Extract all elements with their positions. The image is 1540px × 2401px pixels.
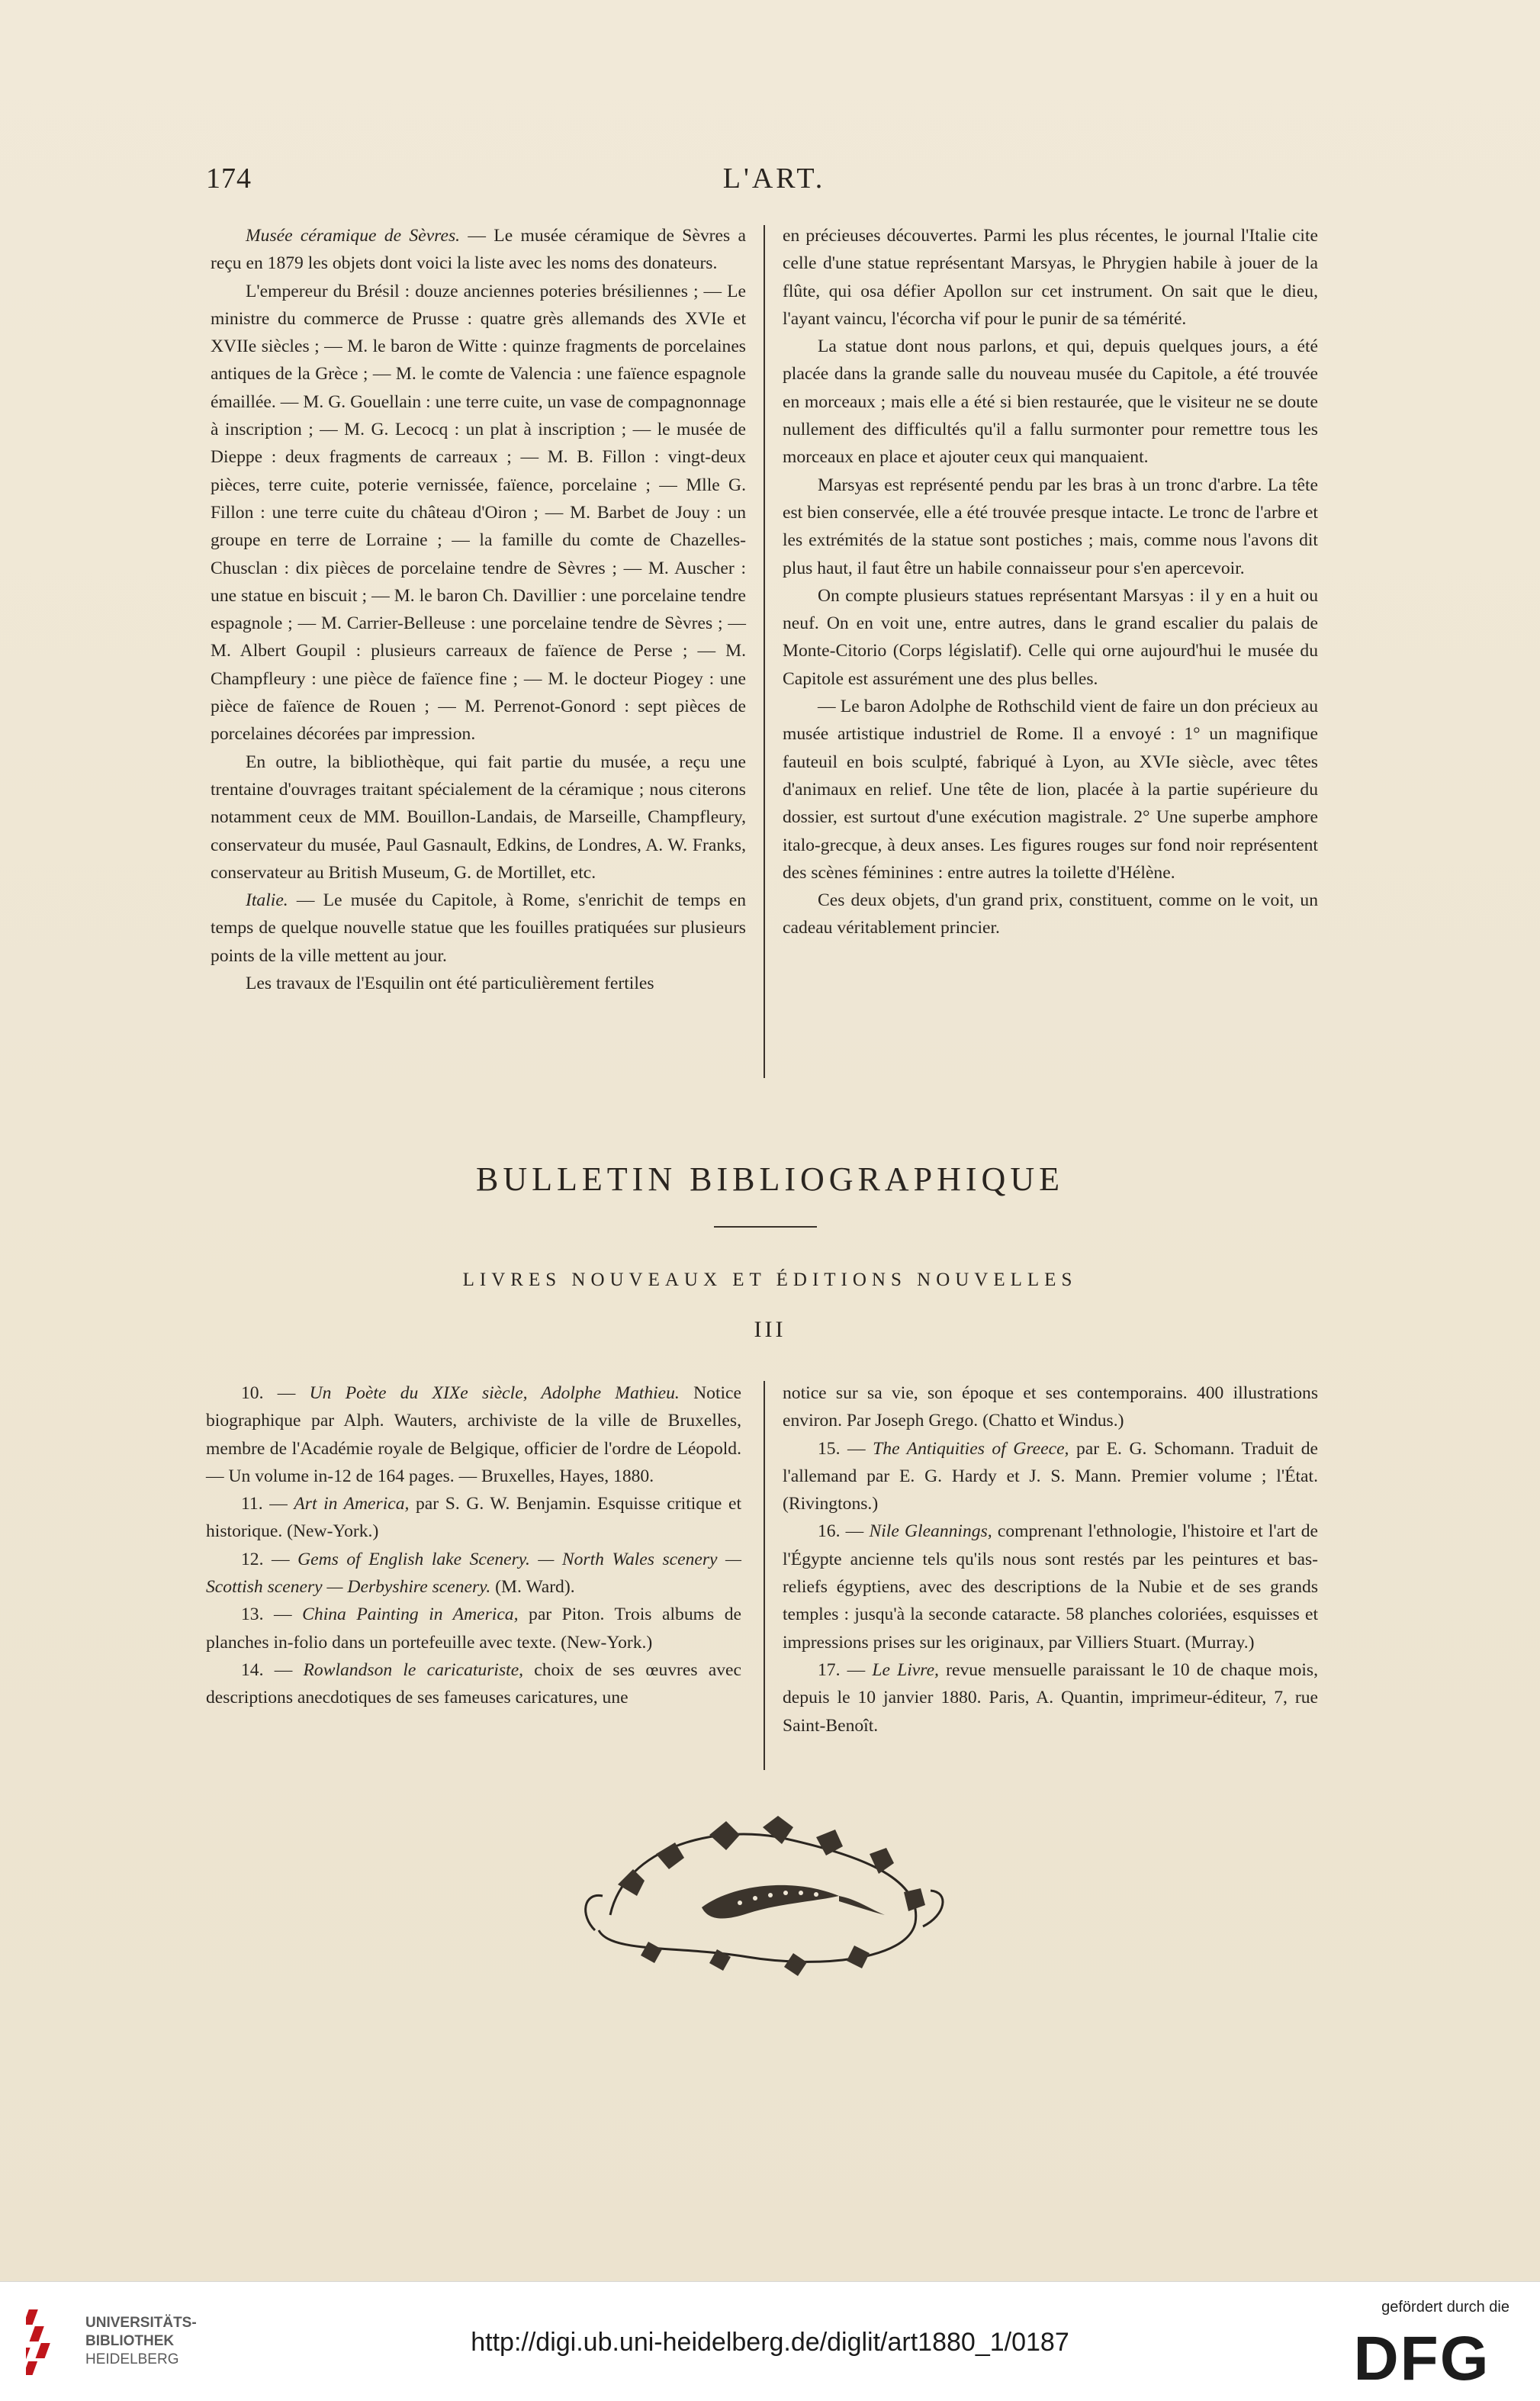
paragraph-text: choix de ses œuvres avec descriptions anecdotiques de ses fameuses caricatures, une bbox=[206, 1659, 741, 1708]
entry-title: Un Poète du XIXe siècle, Adolphe Mathieu. bbox=[309, 1383, 680, 1403]
right-column-bottom bbox=[783, 1379, 1318, 1740]
paragraph-text: Notice biographique par Alph. Wauters, archiviste de la ville de Bruxelles, membre de l'Académie royale de Belgique, officier de l'ordre de Léopold. — Un volume in-12 de 164 pages. — Bruxelles, Hayes, 1880. bbox=[206, 1383, 741, 1486]
paragraph bbox=[783, 887, 1318, 942]
library-name-line: HEIDELBERG bbox=[85, 2351, 179, 2367]
paragraph bbox=[206, 1601, 741, 1656]
paragraph bbox=[783, 1518, 1318, 1656]
paragraph bbox=[783, 222, 1318, 333]
paragraph bbox=[783, 333, 1318, 471]
paragraph bbox=[211, 748, 746, 887]
paragraph bbox=[211, 887, 746, 970]
left-column-bottom bbox=[206, 1379, 741, 1712]
entry-title: The Antiquities of Greece, bbox=[873, 1438, 1069, 1459]
paragraph-text: On compte plusieurs statues représentant Marsyas : il y en a huit ou neuf. On en voit une, entre autres, dans le grand escalier du palais de Monte-Citorio (Corps législatif). Celle qui orne aujourd'hui le musée du Capitole est assurément une des plus belles. bbox=[783, 585, 1318, 689]
paragraph bbox=[206, 1490, 741, 1546]
paragraph-text: (M. Ward). bbox=[490, 1577, 575, 1598]
paragraph-text: par E. G. Schomann. Traduit de l'allemand par E. G. Hardy et J. S. Mann. Premier volume ; l'État. (Rivingtons.) bbox=[783, 1438, 1318, 1514]
ivy-wreath-lizard-ornament-icon bbox=[564, 1801, 961, 1976]
section-title: BULLETIN BIBLIOGRAPHIQUE bbox=[476, 1160, 1064, 1198]
funded-by-label: gefördert durch die bbox=[1381, 2299, 1509, 2316]
paragraph bbox=[206, 1546, 741, 1601]
paragraph-text: notice sur sa vie, son époque et ses contemporains. 400 illustrations environ. Par Joseph Grego. (Chatto et Windus.) bbox=[783, 1383, 1318, 1431]
entry-title: Rowlandson le caricaturiste, bbox=[303, 1659, 524, 1680]
entry-title: Le Livre, bbox=[872, 1659, 939, 1680]
permalink-url[interactable]: http://digi.ub.uni-heidelberg.de/diglit/art1880_1/0187 bbox=[471, 2328, 1069, 2357]
paragraph bbox=[783, 1656, 1318, 1740]
paragraph bbox=[206, 1656, 741, 1712]
section-subtitle: LIVRES NOUVEAUX ET ÉDITIONS NOUVELLES bbox=[462, 1270, 1078, 1290]
entry-title: Nile Gleannings, bbox=[869, 1521, 992, 1542]
entry-title: Musée céramique de Sèvres. bbox=[246, 226, 461, 246]
footer-bar bbox=[0, 2281, 1540, 2401]
paragraph-text: revue mensuelle paraissant le 10 de chaque mois, depuis le 10 janvier 1880. Paris, A. Quantin, imprimeur-éditeur, 7, rue Saint-Benoît. bbox=[783, 1659, 1319, 1736]
paragraph bbox=[211, 970, 746, 997]
paragraph-text: L'empereur du Brésil : douze anciennes poteries brésiliennes ; — Le ministre du commerce de Prusse : quatre grès allemands des XVIe et XVIIe siècles ; — M. le baron de Witte : quinze fragments de porcelaines antiques de la Grèce ; — M. le comte de Valencia : une faïence espagnole émaillée. — M. G. Gouellain : une terre cuite, un vase de compagnonnage à inscription ; — M. G. Lecocq : un plat à inscription ; — le musée de Dieppe : deux fragments de carreaux ; — M. B. Fillon : vingt-deux pièces, terre cuite, poterie vernissée, faïence, porcelaine ; — Mlle G. Fillon : une terre cuite du château d'Oiron ; — M. Barbet de Jouy : un groupe en terre de Lorraine ; — la famille du comte de Chazelles-Chusclan : dix pièces de porcelaine tendre de Sèvres ; — M. Auscher : une statue en biscuit ; — M. le baron Ch. Davillier : une porcelaine tendre espagnole ; — M. Carrier-Belleuse : une porcelaine tendre de Sèvres ; — M. Albert Goupil : plusieurs carreaux de faïence de Perse ; — M. Champfleury : une pièce de faïence fine ; — M. le docteur Piogey : une pièce de faïence de Rouen ; — M. Perrenot-Gonord : sept pièces de porcelaines décorées par impression. bbox=[211, 281, 746, 745]
paragraph-text: — Le baron Adolphe de Rothschild vient de faire un don précieux au musée artistique industriel de Rome. Il a envoyé : 1° un magnifique fauteuil en bois sculpté, fabriqué à Lyon, au XVIe siècle, avec têtes d'animaux en relief. Une tête de lion, placée à la partie supérieure du dossier, est surtout d'une exécution magistrale. 2° Une superbe amphore italo-grecque, à deux anses. Les figures rouges sur fond noir représentent des scènes féminines : entre autres la toilette d'Hélène. bbox=[783, 697, 1318, 883]
part-number: III bbox=[754, 1317, 786, 1342]
entry-title: Italie. bbox=[246, 890, 288, 911]
entry-number: 16. — bbox=[818, 1521, 870, 1542]
paragraph bbox=[783, 1435, 1318, 1518]
right-column-top bbox=[783, 222, 1318, 942]
paragraph bbox=[783, 582, 1318, 693]
entry-number: 11. — bbox=[241, 1494, 294, 1514]
library-name-line: UNIVERSITÄTS- bbox=[85, 2315, 197, 2331]
column-divider-top bbox=[764, 225, 765, 1078]
paragraph bbox=[211, 278, 746, 748]
paragraph bbox=[783, 1379, 1318, 1435]
paragraph-text: par S. G. W. Benjamin. Esquisse critique et historique. (New-York.) bbox=[206, 1494, 741, 1542]
paragraph bbox=[211, 222, 746, 278]
journal-title: L'ART. bbox=[722, 163, 826, 195]
paragraph-text: Marsyas est représenté pendu par les bras à un tronc d'arbre. La tête est bien conservée, elle a été trouvée presque intacte. Le tronc de l'arbre et les extrémités de la statue sont postiches ; mais, comme nous l'avons dit plus haut, il faut être un habile connaisseur pour s'en apercevoir. bbox=[783, 475, 1318, 578]
paragraph-text: en précieuses découvertes. Parmi les plus récentes, le journal l'Italie cite celle d'une statue représentant Marsyas, le Phrygien habile à jouer de la flûte, qui osa défier Apollon sur cet instrument. On sait que le dieu, l'ayant vaincu, l'écorcha vif pour le punir de sa témérité. bbox=[783, 226, 1318, 329]
dfg-logo-text: DFG bbox=[1353, 2326, 1490, 2386]
column-divider-bottom bbox=[764, 1381, 765, 1770]
entry-number: 13. — bbox=[241, 1604, 303, 1625]
entry-title: Art in America, bbox=[294, 1494, 410, 1514]
paragraph-text: — Le musée du Capitole, à Rome, s'enrichit de temps en temps de quelque nouvelle statue que les fouilles pratiquées sur plusieurs points de la ville mettent au jour. bbox=[211, 890, 746, 966]
entry-number: 10. — bbox=[241, 1383, 310, 1403]
entry-number: 15. — bbox=[818, 1438, 873, 1459]
paragraph-text: En outre, la bibliothèque, qui fait partie du musée, a reçu une trentaine d'ouvrages traitant spécialement de la céramique ; nous citerons notamment ceux de MM. Bouillon-Landais, de Marseille, Champfleury, conservateur du musée, Paul Gasnault, Edkins, de Londres, A. W. Franks, conservateur au British Museum, G. de Mortillet, etc. bbox=[211, 752, 746, 883]
library-name-line: BIBLIOTHEK bbox=[85, 2333, 175, 2349]
paragraph-text: Les travaux de l'Esquilin ont été particulièrement fertiles bbox=[246, 974, 654, 994]
title-rule bbox=[714, 1226, 817, 1228]
paragraph bbox=[206, 1379, 741, 1490]
paragraph-text: — Le musée céramique de Sèvres a reçu en 1879 les objets dont voici la liste avec les noms des donateurs. bbox=[211, 226, 746, 274]
paragraph-text: Ces deux objets, d'un grand prix, constituent, comme on le voit, un cadeau véritablement princier. bbox=[783, 890, 1318, 938]
entry-number: 12. — bbox=[241, 1549, 298, 1569]
entry-title: Gems of English lake Scenery. — North Wales scenery — Scottish scenery — Derbyshire scenery. bbox=[206, 1549, 741, 1598]
running-head bbox=[206, 162, 1342, 208]
paragraph bbox=[783, 472, 1318, 582]
entry-number: 14. — bbox=[241, 1659, 304, 1680]
page-number: 174 bbox=[206, 163, 252, 195]
paragraph bbox=[783, 693, 1318, 887]
paragraph-text: par Piton. Trois albums de planches in-folio dans un portefeuille avec texte. (New-York.) bbox=[206, 1604, 741, 1653]
entry-title: China Painting in America, bbox=[302, 1604, 519, 1625]
left-column-top bbox=[211, 222, 746, 997]
dfg-logo-icon bbox=[1334, 2326, 1509, 2386]
entry-number: 17. — bbox=[818, 1659, 873, 1680]
paragraph-text: La statue dont nous parlons, et qui, depuis quelques jours, a été placée dans la grande salle du nouveau musée du Capitole, a été trouvée en morceaux ; mais elle a été si bien restaurée, que le visiteur ne se doute nullement des difficultés qu'il a fallu surmonter pour remettre tous les morceaux en place et ajouter ceux qui manquaient. bbox=[783, 336, 1318, 468]
paragraph-text: comprenant l'ethnologie, l'histoire et l'art de l'Égypte ancienne tels qu'ils nous sont restés par les peintures et bas-reliefs égyptiens, avec des descriptions de la Nubie et de ses grands temples : jusqu'à la seconde cataracte. 58 planches coloriées, esquisses et impressions prises sur les originaux, par Villiers Stuart. (Murray.) bbox=[783, 1521, 1319, 1653]
